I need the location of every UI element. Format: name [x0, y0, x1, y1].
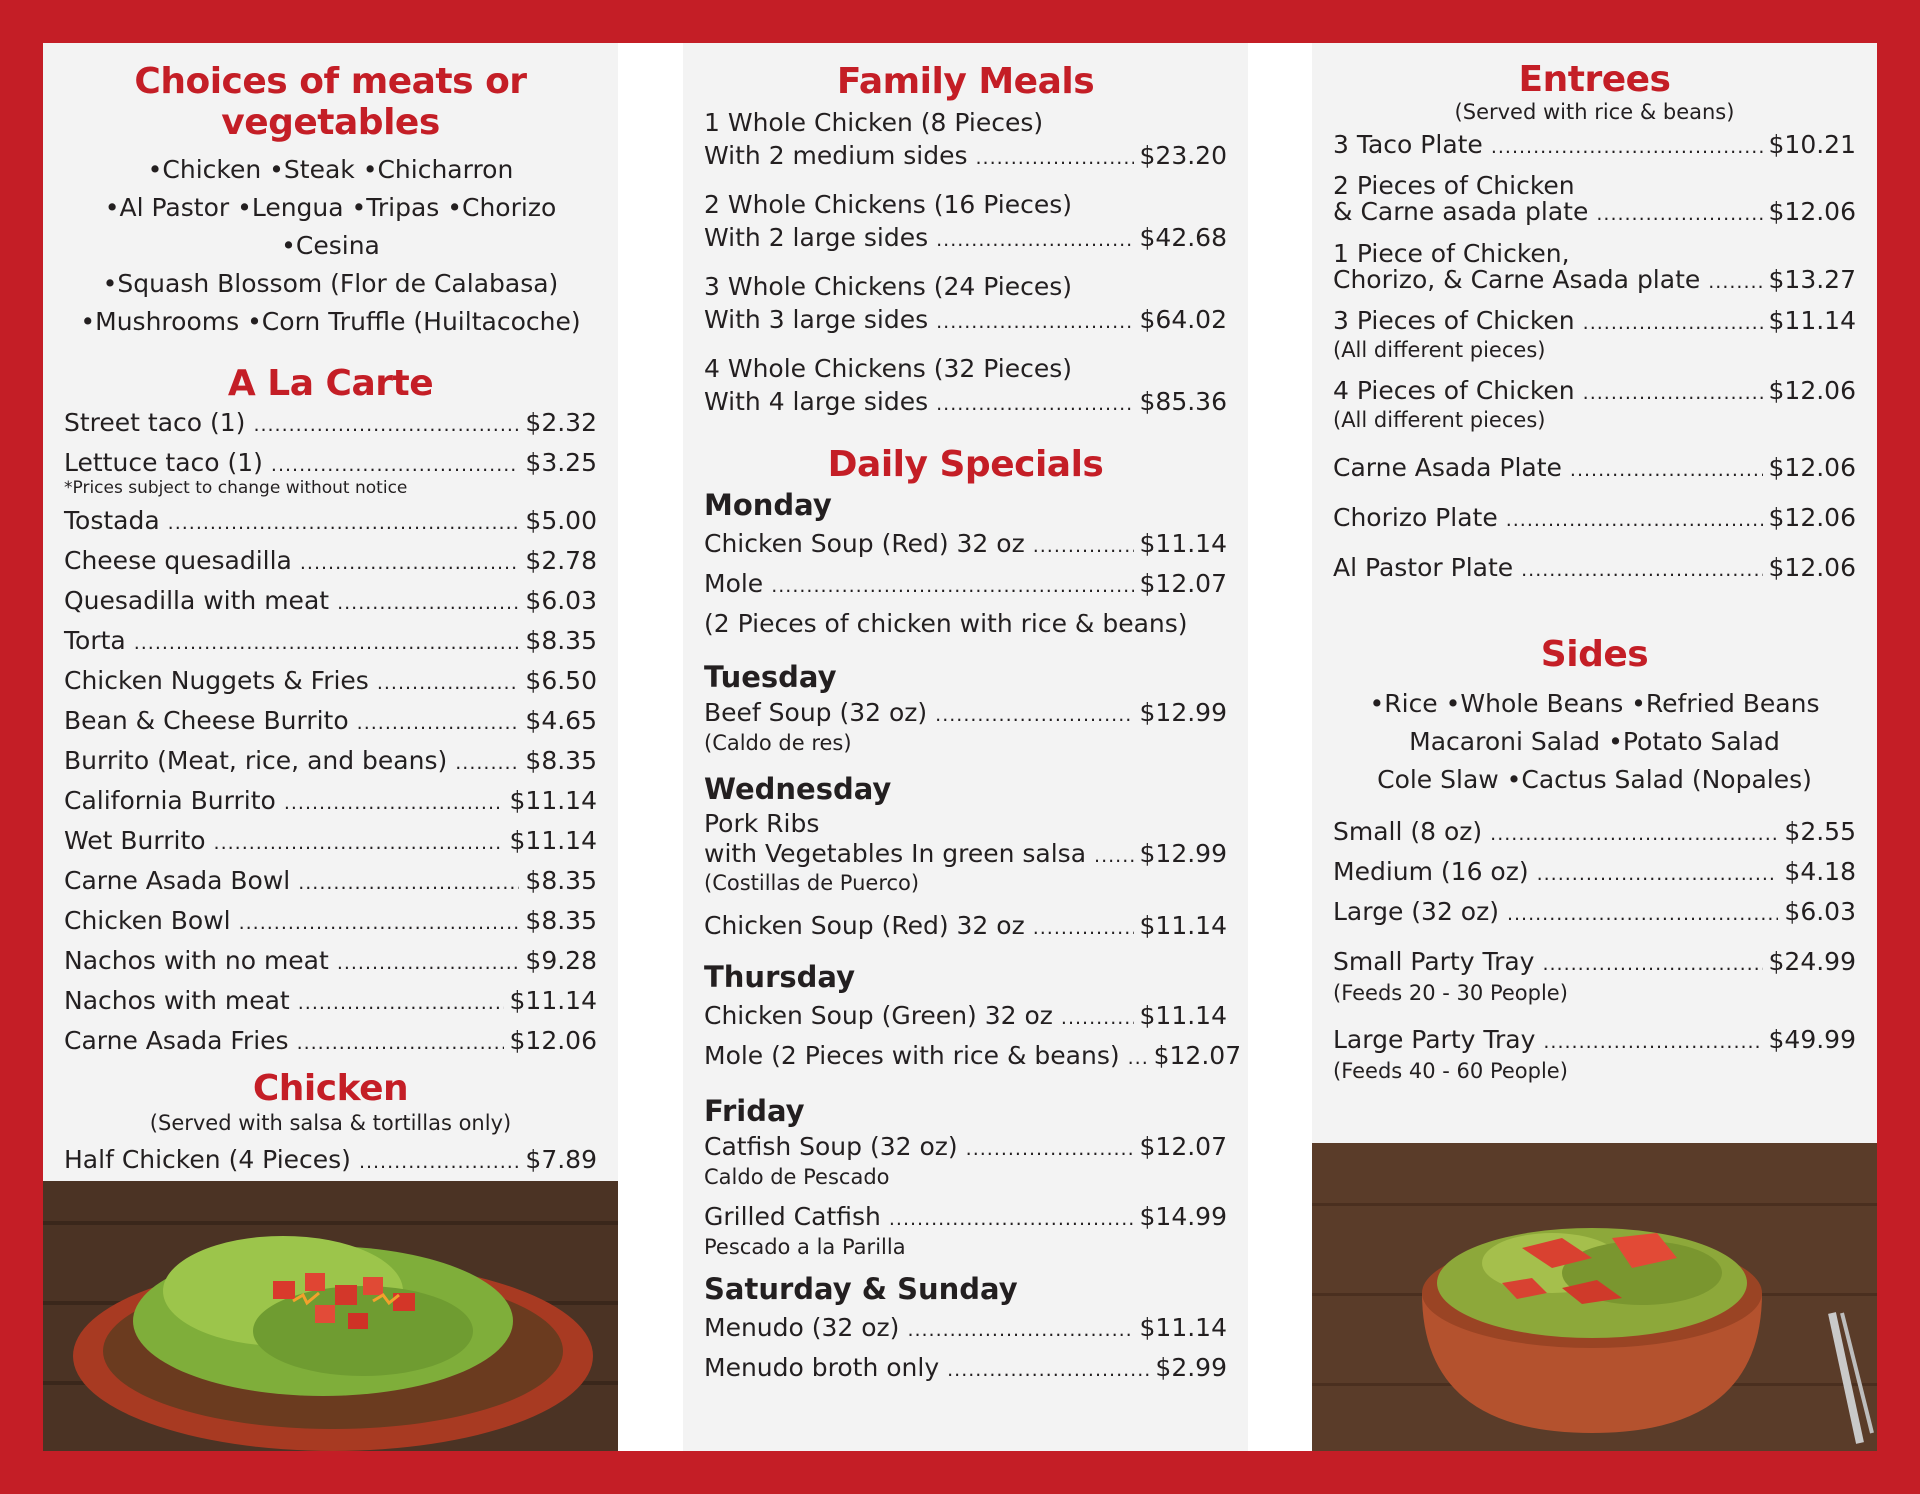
menu-item: [64, 982, 597, 1022]
item-price: $6.03: [1784, 897, 1856, 926]
entrees-heading: Entrees: [1518, 59, 1671, 100]
item-name: Carne Asada Plate: [1333, 453, 1562, 482]
item-price: $12.06: [509, 1026, 597, 1055]
item-name: Nachos with meat: [64, 986, 290, 1015]
cactus-salad-illustration: [1312, 1143, 1877, 1451]
item-price: $12.07: [1139, 569, 1227, 598]
item-name: with Vegetables In green salsa: [704, 839, 1087, 868]
menu-item: [704, 386, 1227, 420]
menu-item: [64, 822, 597, 862]
menu-item: [64, 942, 597, 982]
item-name: Chicken Soup (Red) 32 oz: [704, 911, 1025, 940]
item-price: $11.14: [1768, 306, 1856, 335]
item-name: Large Party Tray: [1333, 1025, 1536, 1054]
item-price: $12.06: [1768, 553, 1856, 582]
item-price: $9.28: [525, 946, 597, 975]
menu-item: [704, 839, 1227, 871]
cactus-salad-photo: [1312, 1143, 1877, 1451]
item-name: & Carne asada plate: [1333, 197, 1589, 226]
menu-item: [64, 622, 597, 662]
menu-item: [64, 702, 597, 742]
item-price: $49.99: [1768, 1025, 1856, 1054]
menu-item: [1333, 544, 1856, 594]
menu-item: [64, 662, 597, 702]
menu-item: [1333, 444, 1856, 494]
left-panel: [43, 43, 618, 1451]
day-heading: Friday: [704, 1094, 805, 1128]
price-note: *Prices subject to change without notice: [64, 478, 408, 498]
sides-line: Macaroni Salad •Potato Salad: [1409, 727, 1780, 756]
item-price: $12.07: [1153, 1041, 1242, 1070]
choice-line: •Mushrooms •Corn Truffle (Huiltacoche): [80, 307, 581, 336]
item-price: $42.68: [1139, 223, 1227, 252]
item-name: Beef Soup (32 oz): [704, 698, 928, 727]
item-price: $64.02: [1139, 305, 1227, 334]
item-price: $11.14: [1139, 1001, 1227, 1030]
item-name: Menudo broth only: [704, 1353, 940, 1382]
item-price: $12.06: [1768, 503, 1856, 532]
sides-line: Cole Slaw •Cactus Salad (Nopales): [1377, 765, 1812, 794]
item-name: Bean & Cheese Burrito: [64, 706, 349, 735]
item-price: $12.99: [1139, 839, 1227, 868]
item-name: Menudo (32 oz): [704, 1313, 900, 1342]
item-price: $11.14: [1139, 911, 1227, 940]
item-name: Torta: [64, 626, 126, 655]
item-name: Mole: [704, 569, 764, 598]
item-note: (Feeds 40 - 60 People): [1333, 1059, 1568, 1083]
menu-item: [64, 1141, 597, 1181]
item-price: $11.14: [1139, 529, 1227, 558]
entrees-subtitle: (Served with rice & beans): [1454, 100, 1735, 124]
item-name: With 2 medium sides: [704, 141, 968, 170]
item-note: (All different pieces): [1333, 338, 1546, 362]
item-price: $2.78: [525, 546, 597, 575]
item-name: 4 Pieces of Chicken: [1333, 376, 1575, 405]
menu-item: [1333, 306, 1856, 338]
choices-heading: Choices of meats or vegetables: [134, 61, 527, 143]
item-price: $12.06: [1768, 453, 1856, 482]
item-price: $8.35: [525, 866, 597, 895]
sides-line: •Rice •Whole Beans •Refried Beans: [1369, 689, 1820, 718]
family-meal-line: 2 Whole Chickens (16 Pieces): [704, 190, 1073, 219]
item-price: $11.14: [509, 826, 597, 855]
item-note: (Costillas de Puerco): [704, 871, 920, 895]
item-price: $13.27: [1768, 265, 1856, 294]
item-name: Medium (16 oz): [1333, 857, 1529, 886]
item-name: Chicken Soup (Red) 32 oz: [704, 529, 1025, 558]
menu-item: [1333, 893, 1856, 933]
day-heading: Tuesday: [704, 660, 837, 694]
right-panel: [1312, 43, 1877, 1451]
item-name: 1 Piece of Chicken,: [1333, 239, 1570, 268]
item-name: Street taco (1): [64, 408, 246, 437]
item-price: $3.25: [525, 448, 597, 477]
item-name: Carne Asada Fries: [64, 1026, 289, 1055]
item-name: Carne Asada Bowl: [64, 866, 291, 895]
menu-item: [64, 862, 597, 902]
item-price: $24.99: [1768, 947, 1856, 976]
item-price: $6.50: [525, 666, 597, 695]
item-name: California Burrito: [64, 786, 276, 815]
menu-item: [64, 582, 597, 622]
item-name: 2 Pieces of Chicken: [1333, 171, 1575, 200]
item-name: 3 Pieces of Chicken: [1333, 306, 1575, 335]
item-name: Quesadilla with meat: [64, 586, 330, 615]
item-name: Large (32 oz): [1333, 897, 1499, 926]
item-note: (Feeds 20 - 30 People): [1333, 981, 1568, 1005]
menu-item: [704, 565, 1227, 605]
menu-item: [704, 697, 1227, 731]
item-name: Cheese quesadilla: [64, 546, 292, 575]
menu-item: [1333, 376, 1856, 408]
menu-item: [1333, 126, 1856, 166]
menu-item: [64, 502, 597, 542]
menu-item: [64, 782, 597, 822]
item-name: Chicken Nuggets & Fries: [64, 666, 369, 695]
panel-gap: [1248, 43, 1312, 1451]
family-meals-heading: Family Meals: [836, 61, 1095, 102]
menu-item: [704, 525, 1227, 565]
day-heading: Saturday & Sunday: [704, 1272, 1018, 1306]
menu-item: [1333, 813, 1856, 853]
menu-item: [1333, 945, 1856, 981]
choice-line: •Squash Blossom (Flor de Calabasa): [102, 269, 559, 298]
menu-item: [1333, 266, 1856, 296]
item-price: $8.35: [525, 626, 597, 655]
item-name: Tostada: [64, 506, 160, 535]
item-price: $8.35: [525, 746, 597, 775]
item-name: Lettuce taco (1): [64, 448, 263, 477]
item-price: $11.14: [509, 786, 597, 815]
item-price: $85.36: [1139, 387, 1227, 416]
item-name: Catfish Soup (32 oz): [704, 1132, 958, 1161]
item-name: Grilled Catfish: [704, 1202, 881, 1231]
item-price: $12.06: [1768, 197, 1856, 226]
item-name: 3 Taco Plate: [1333, 130, 1483, 159]
item-price: $2.32: [525, 408, 597, 437]
menu-item: [704, 1309, 1227, 1349]
item-price: $12.07: [1139, 1132, 1227, 1161]
menu-item: [704, 140, 1227, 174]
menu-item: [1333, 494, 1856, 544]
menu-item: [64, 542, 597, 582]
item-price: $8.35: [525, 906, 597, 935]
menu-item: [704, 1037, 1242, 1077]
item-note: (Caldo de res): [704, 731, 852, 755]
item-name: Chicken Bowl: [64, 906, 231, 935]
menu-item: [704, 222, 1227, 256]
item-price: $6.03: [525, 586, 597, 615]
menu-item: [64, 902, 597, 942]
item-name: With 4 large sides: [704, 387, 929, 416]
chicken-heading: Chicken: [252, 1068, 409, 1109]
panel-gap: [618, 43, 683, 1451]
item-price: $12.06: [1768, 376, 1856, 405]
day-heading: Wednesday: [704, 772, 892, 806]
item-name: Burrito (Meat, rice, and beans): [64, 746, 448, 775]
item-note: (All different pieces): [1333, 408, 1546, 432]
day-heading: Monday: [704, 488, 832, 522]
item-name: Half Chicken (4 Pieces): [64, 1145, 351, 1174]
choice-line: •Al Pastor •Lengua •Tripas •Chorizo •Cesina: [104, 193, 557, 260]
item-note: Pescado a la Parilla: [704, 1235, 906, 1259]
item-name: With 2 large sides: [704, 223, 929, 252]
sides-heading: Sides: [1540, 634, 1649, 675]
item-name: Chicken Soup (Green) 32 oz: [704, 1001, 1053, 1030]
chicken-subtitle: (Served with salsa & tortillas only): [149, 1111, 512, 1135]
item-price: $2.99: [1155, 1353, 1227, 1382]
item-name: Wet Burrito: [64, 826, 206, 855]
choice-line: •Chicken •Steak •Chicharron: [147, 155, 514, 184]
item-price: $5.00: [525, 506, 597, 535]
family-meal-line: 4 Whole Chickens (32 Pieces): [704, 354, 1073, 383]
a-la-carte-heading: A La Carte: [227, 363, 434, 404]
item-price: $12.99: [1139, 698, 1227, 727]
family-meal-line: 1 Whole Chicken (8 Pieces): [704, 108, 1044, 137]
item-description: (2 Pieces of chicken with rice & beans): [704, 609, 1188, 638]
item-price: $11.14: [1139, 1313, 1227, 1342]
middle-panel: [683, 43, 1248, 1451]
menu-item: [704, 997, 1227, 1037]
menu-item: [704, 1131, 1227, 1165]
lettuce-taco-photo: [43, 1181, 618, 1451]
item-price: $14.99: [1139, 1202, 1227, 1231]
item-name: Chorizo, & Carne Asada plate: [1333, 265, 1701, 294]
item-note: Caldo de Pescado: [704, 1165, 890, 1189]
item-name: Al Pastor Plate: [1333, 553, 1514, 582]
item-price: $11.14: [509, 986, 597, 1015]
day-heading: Thursday: [704, 960, 855, 994]
item-name: Chorizo Plate: [1333, 503, 1498, 532]
menu-item: [1333, 198, 1856, 228]
item-name: With 3 large sides: [704, 305, 929, 334]
item-price: $4.18: [1784, 857, 1856, 886]
item-name: Mole (2 Pieces with rice & beans): [704, 1041, 1120, 1070]
item-name: Nachos with no meat: [64, 946, 329, 975]
item-price: $23.20: [1139, 141, 1227, 170]
item-name: Small Party Tray: [1333, 947, 1535, 976]
item-price: $2.55: [1784, 817, 1856, 846]
menu-item: [64, 404, 597, 444]
menu-item: [1333, 853, 1856, 893]
menu-item: [704, 907, 1227, 947]
menu-item: [64, 1022, 597, 1062]
item-name: Small (8 oz): [1333, 817, 1483, 846]
lettuce-taco-illustration: [43, 1181, 618, 1451]
menu-item: [704, 1201, 1227, 1235]
menu-item: [64, 742, 597, 782]
menu-item: [1333, 1023, 1856, 1059]
item-price: $7.89: [525, 1145, 597, 1174]
item-price: $4.65: [525, 706, 597, 735]
menu-item: [704, 1349, 1227, 1389]
daily-specials-heading: Daily Specials: [827, 444, 1104, 485]
family-meal-line: 3 Whole Chickens (24 Pieces): [704, 272, 1073, 301]
item-price: $10.21: [1768, 130, 1856, 159]
item-name: Pork Ribs: [704, 809, 820, 838]
menu-item: [704, 304, 1227, 338]
